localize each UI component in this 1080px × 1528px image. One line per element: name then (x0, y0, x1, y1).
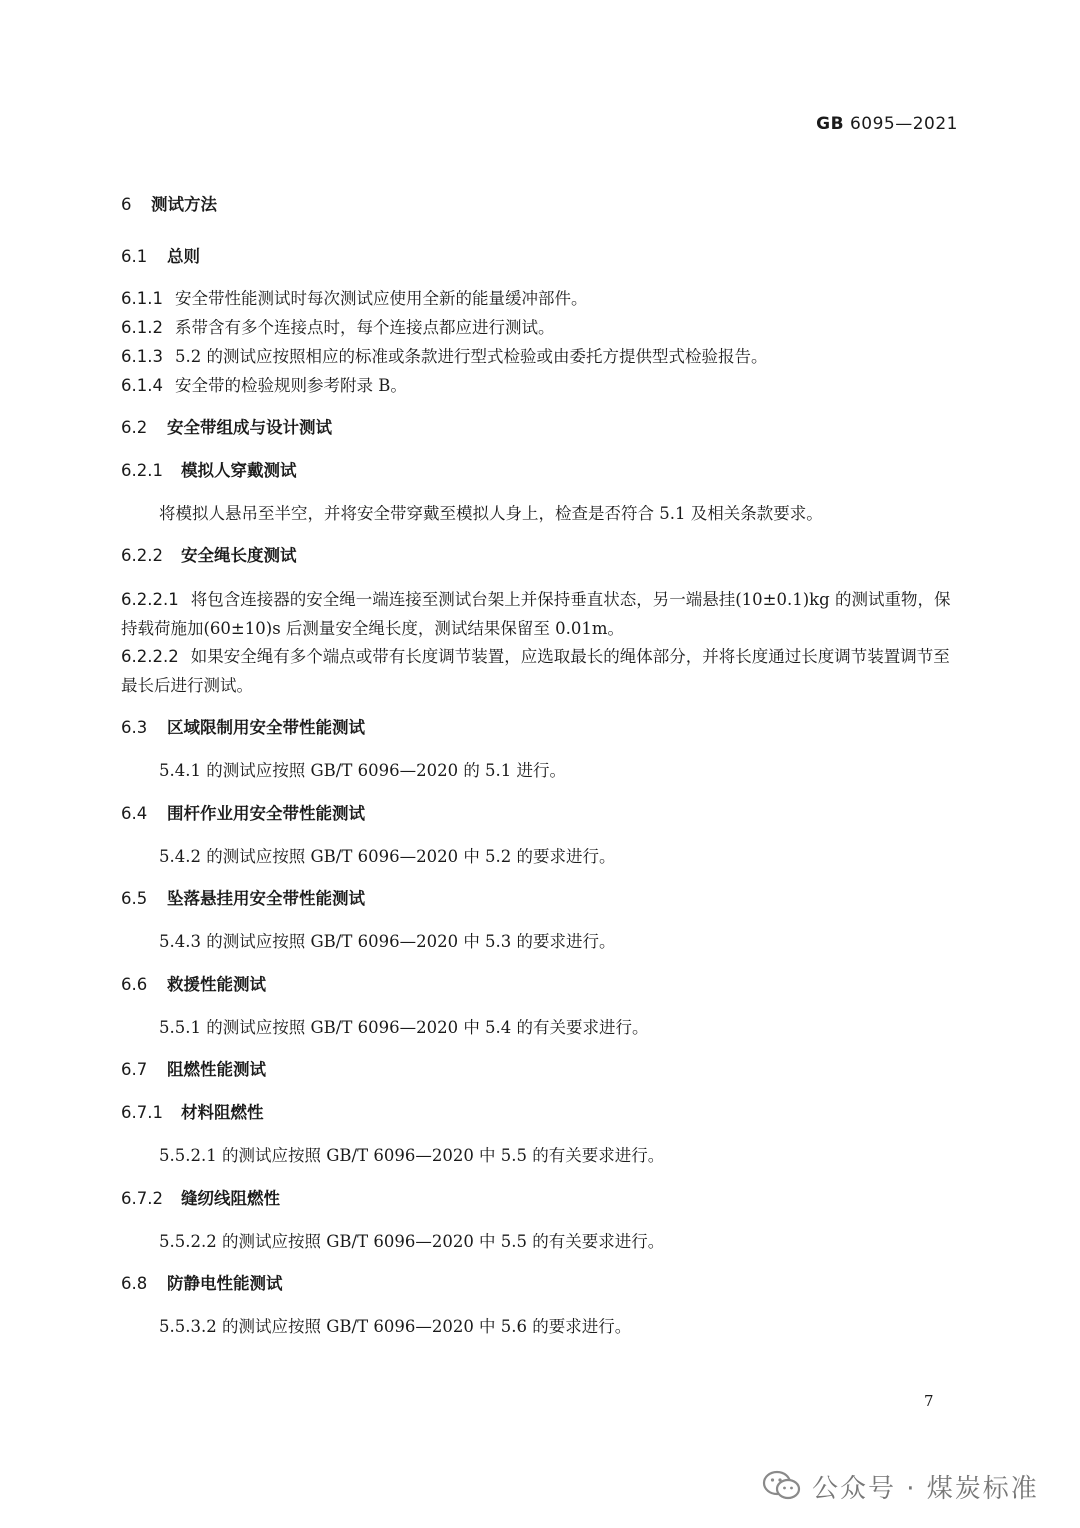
standard-code (816, 114, 958, 134)
clause-text: 5.2 的测试应按照相应的标准或条款进行型式检验或由委托方提供型式检验报告。 (174, 347, 768, 366)
clause-heading-6-3 (121, 716, 961, 740)
clause-6-8-body: 5.5.3.2 的测试应按照 GB/T 6096—2020 中 5.6 的要求进行。 (159, 1317, 632, 1336)
clause-title: 救援性能测试 (167, 975, 266, 994)
clause-number: 6.2.1 (121, 461, 163, 480)
clause-text: 如果安全绳有多个端点或带有长度调节装置，应选取最长的绳体部分，并将长度通过长度调节装置调节至最长后进行测试。 (121, 647, 950, 695)
clause-number: 6.6 (121, 975, 148, 994)
clause-text: 安全带性能测试时每次测试应使用全新的能量缓冲部件。 (174, 289, 588, 308)
standard-code-prefix: GB (816, 114, 845, 134)
clause-heading-6-5 (121, 887, 961, 911)
section-number: 6 (121, 195, 132, 214)
clause-number: 6.2.2.1 (121, 590, 179, 609)
clause-heading-6-6 (121, 973, 961, 997)
section-heading (121, 193, 961, 217)
clause-heading-6-7-2 (121, 1187, 961, 1211)
clause-6-1-3 (121, 342, 961, 371)
clause-number: 6.7.2 (121, 1189, 163, 1208)
wechat-icon (762, 1469, 802, 1503)
clause-6-7-2-body: 5.5.2.2 的测试应按照 GB/T 6096—2020 中 5.5 的有关要求进行。 (159, 1232, 665, 1251)
clause-title: 缝纫线阻燃性 (181, 1189, 280, 1208)
clause-number: 6.2 (121, 418, 148, 437)
clause-title: 围杆作业用安全带性能测试 (167, 804, 365, 823)
clause-number: 6.8 (121, 1274, 148, 1293)
clause-text: 系带含有多个连接点时，每个连接点都应进行测试。 (174, 318, 555, 337)
clause-heading-6-7 (121, 1058, 961, 1082)
clause-6-4-body: 5.4.2 的测试应按照 GB/T 6096—2020 中 5.2 的要求进行。 (159, 847, 616, 866)
clause-number: 6.3 (121, 718, 148, 737)
clause-number: 6.1.4 (121, 376, 163, 395)
clause-title: 总则 (167, 247, 200, 266)
clause-title: 阻燃性能测试 (167, 1060, 266, 1079)
clause-number: 6.5 (121, 889, 148, 908)
clause-heading-6-1 (121, 245, 961, 269)
clause-title: 安全绳长度测试 (181, 546, 297, 565)
clause-6-2-2-1 (121, 585, 961, 643)
clause-6-6-body: 5.5.1 的测试应按照 GB/T 6096—2020 中 5.4 的有关要求进行。 (159, 1018, 649, 1037)
clause-title: 安全带组成与设计测试 (167, 418, 332, 437)
clause-heading-6-4 (121, 802, 961, 826)
clause-number: 6.4 (121, 804, 148, 823)
clause-number: 6.1.2 (121, 318, 163, 337)
clause-heading-6-2-2 (121, 544, 961, 568)
clause-heading-6-2-1 (121, 459, 961, 483)
clause-6-5-body: 5.4.3 的测试应按照 GB/T 6096—2020 中 5.3 的要求进行。 (159, 932, 616, 951)
section-title: 测试方法 (151, 195, 217, 214)
standard-code-number: 6095—2021 (849, 114, 958, 134)
clause-6-2-1-body: 将模拟人悬吊至半空，并将安全带穿戴至模拟人身上，检查是否符合 5.1 及相关条款要求。 (159, 504, 823, 523)
clause-heading-6-2 (121, 416, 961, 440)
clause-number: 6.1.3 (121, 347, 163, 366)
watermark-text: 公众号 · 煤炭标准 (812, 1473, 1039, 1504)
clause-number: 6.1.1 (121, 289, 163, 308)
clause-6-7-1-body: 5.5.2.1 的测试应按照 GB/T 6096—2020 中 5.5 的有关要求进行。 (159, 1146, 665, 1165)
clause-title: 区域限制用安全带性能测试 (167, 718, 365, 737)
clause-heading-6-7-1 (121, 1101, 961, 1125)
clause-number: 6.1 (121, 247, 148, 266)
clause-title: 坠落悬挂用安全带性能测试 (167, 889, 365, 908)
page-number: 7 (924, 1392, 934, 1410)
clause-title: 防静电性能测试 (167, 1274, 283, 1293)
clause-text: 将包含连接器的安全绳一端连接至测试台架上并保持垂直状态，另一端悬挂(10±0.1)kg 的测试重物，保持载荷施加(60±10)s 后测量安全绳长度，测试结果保留至 0.01m。 (121, 590, 951, 638)
clause-6-1-2 (121, 313, 961, 342)
clause-number: 6.2.2 (121, 546, 163, 565)
clause-text: 安全带的检验规则参考附录 B。 (174, 376, 407, 395)
clause-title: 材料阻燃性 (181, 1103, 264, 1122)
watermark (762, 1466, 1039, 1506)
clause-6-1-4 (121, 371, 961, 400)
clause-6-2-2-2 (121, 642, 961, 700)
clause-6-1-1 (121, 284, 961, 313)
clause-number: 6.7 (121, 1060, 148, 1079)
clause-title: 模拟人穿戴测试 (181, 461, 297, 480)
clause-6-3-body: 5.4.1 的测试应按照 GB/T 6096—2020 的 5.1 进行。 (159, 761, 567, 780)
clause-number: 6.7.1 (121, 1103, 163, 1122)
clause-heading-6-8 (121, 1272, 961, 1296)
clause-number: 6.2.2.2 (121, 647, 179, 666)
